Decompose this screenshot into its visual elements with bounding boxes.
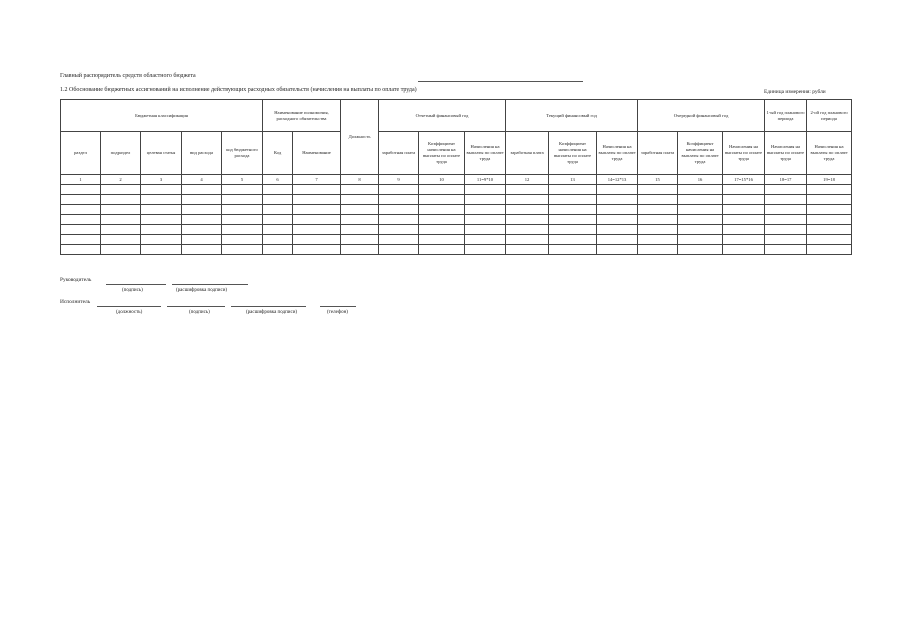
column-number: 11=9*10 <box>465 175 506 185</box>
subheader-next-charges: Начисления на выплаты по оплате труда <box>723 132 765 175</box>
head-sign-caption: (подпись) <box>122 288 143 293</box>
header-next-year: Очередной финансовый год <box>638 100 765 132</box>
executor-sign-line <box>167 306 225 307</box>
column-number: 2 <box>101 175 141 185</box>
subheader-subsection: подраздел <box>101 132 141 175</box>
subheader-name: Наименование <box>293 132 341 175</box>
subheader-current-charges: Начисления на выплаты по оплате труда <box>597 132 638 175</box>
column-number: 8 <box>341 175 379 185</box>
header-plan-year-2: 2-ой год планового периода <box>807 100 852 132</box>
column-number: 5 <box>222 175 263 185</box>
column-number: 14=12*13 <box>597 175 638 185</box>
header-plan-year-1: 1-ый год планового периода <box>765 100 807 132</box>
column-number: 4 <box>182 175 222 185</box>
header-current-year: Текущий финансовый год <box>506 100 638 132</box>
column-number: 6 <box>263 175 293 185</box>
subheader-current-salary: заработная плата <box>506 132 549 175</box>
table-row <box>61 235 852 245</box>
head-decode-caption: (расшифровка подписи) <box>176 288 228 293</box>
header-line-1-underline <box>418 81 583 82</box>
head-decode-line <box>172 284 248 285</box>
table-row <box>61 195 852 205</box>
subheader-report-coefficient: Коэффициент начисления на выплаты по оплате труда <box>419 132 465 175</box>
executor-decode-caption: (расшифровка подписи) <box>246 310 298 315</box>
column-number: 1 <box>61 175 101 185</box>
subheader-plan1-charges: Начисления на выплаты по оплате труда <box>765 132 807 175</box>
executor-label: Исполнитель <box>60 299 91 305</box>
column-number: 16 <box>678 175 723 185</box>
subheader-report-salary: заработная плата <box>379 132 419 175</box>
subheader-expense-type: вид расхода <box>182 132 222 175</box>
executor-phone-caption: (телефон) <box>327 310 348 315</box>
subheader-target-article: целевая статья <box>141 132 182 175</box>
table-row <box>61 225 852 235</box>
subheader-next-coefficient: Коэффициент начисления на выплаты по оплате труда <box>678 132 723 175</box>
column-number: 9 <box>379 175 419 185</box>
header-budget-classification: Бюджетная классификация <box>61 100 263 132</box>
table-row <box>61 185 852 195</box>
executor-decode-line <box>231 306 306 307</box>
subheader-report-charges: Начисления на выплаты по оплате труда <box>465 132 506 175</box>
header-position: Должность <box>341 100 379 175</box>
table-row <box>61 215 852 225</box>
column-number: 7 <box>293 175 341 185</box>
executor-position-line <box>97 306 161 307</box>
header-line-2: 1.2 Обоснование бюджетных ассигнований на исполнение действующих расходных обязательств (начисления на выплаты по оплате труда) <box>60 87 417 93</box>
head-sign-line <box>106 284 166 285</box>
unit-label: Единица измерения: рубли <box>764 89 826 95</box>
column-number: 12 <box>506 175 549 185</box>
column-number: 19=18 <box>807 175 852 185</box>
column-number: 15 <box>638 175 678 185</box>
subheader-plan2-charges: Начисления на выплаты по оплате труда <box>807 132 852 175</box>
subheader-section: раздел <box>61 132 101 175</box>
head-label: Руководитель <box>60 277 92 283</box>
header-obligation: Наименование полномочия, расходного обязательства <box>263 100 341 132</box>
subheader-budget-expense-code: код бюджетного расхода <box>222 132 263 175</box>
executor-phone-line <box>320 306 356 307</box>
subheader-code: Код <box>263 132 293 175</box>
column-number: 3 <box>141 175 182 185</box>
column-number: 17=15*16 <box>723 175 765 185</box>
header-line-1: Главный распорядитель средств областного бюджета <box>60 73 196 79</box>
table-row <box>61 245 852 255</box>
table-row <box>61 205 852 215</box>
subheader-next-salary: заработная плата <box>638 132 678 175</box>
column-number: 13 <box>549 175 597 185</box>
budget-table <box>60 99 852 255</box>
header-report-year: Отчетный финансовый год <box>379 100 506 132</box>
subheader-current-coefficient: Коэффициент начисления на выплаты по оплате труда <box>549 132 597 175</box>
executor-position-caption: (должность) <box>116 310 143 315</box>
column-number: 10 <box>419 175 465 185</box>
column-number: 18=17 <box>765 175 807 185</box>
executor-sign-caption: (подпись) <box>189 310 210 315</box>
